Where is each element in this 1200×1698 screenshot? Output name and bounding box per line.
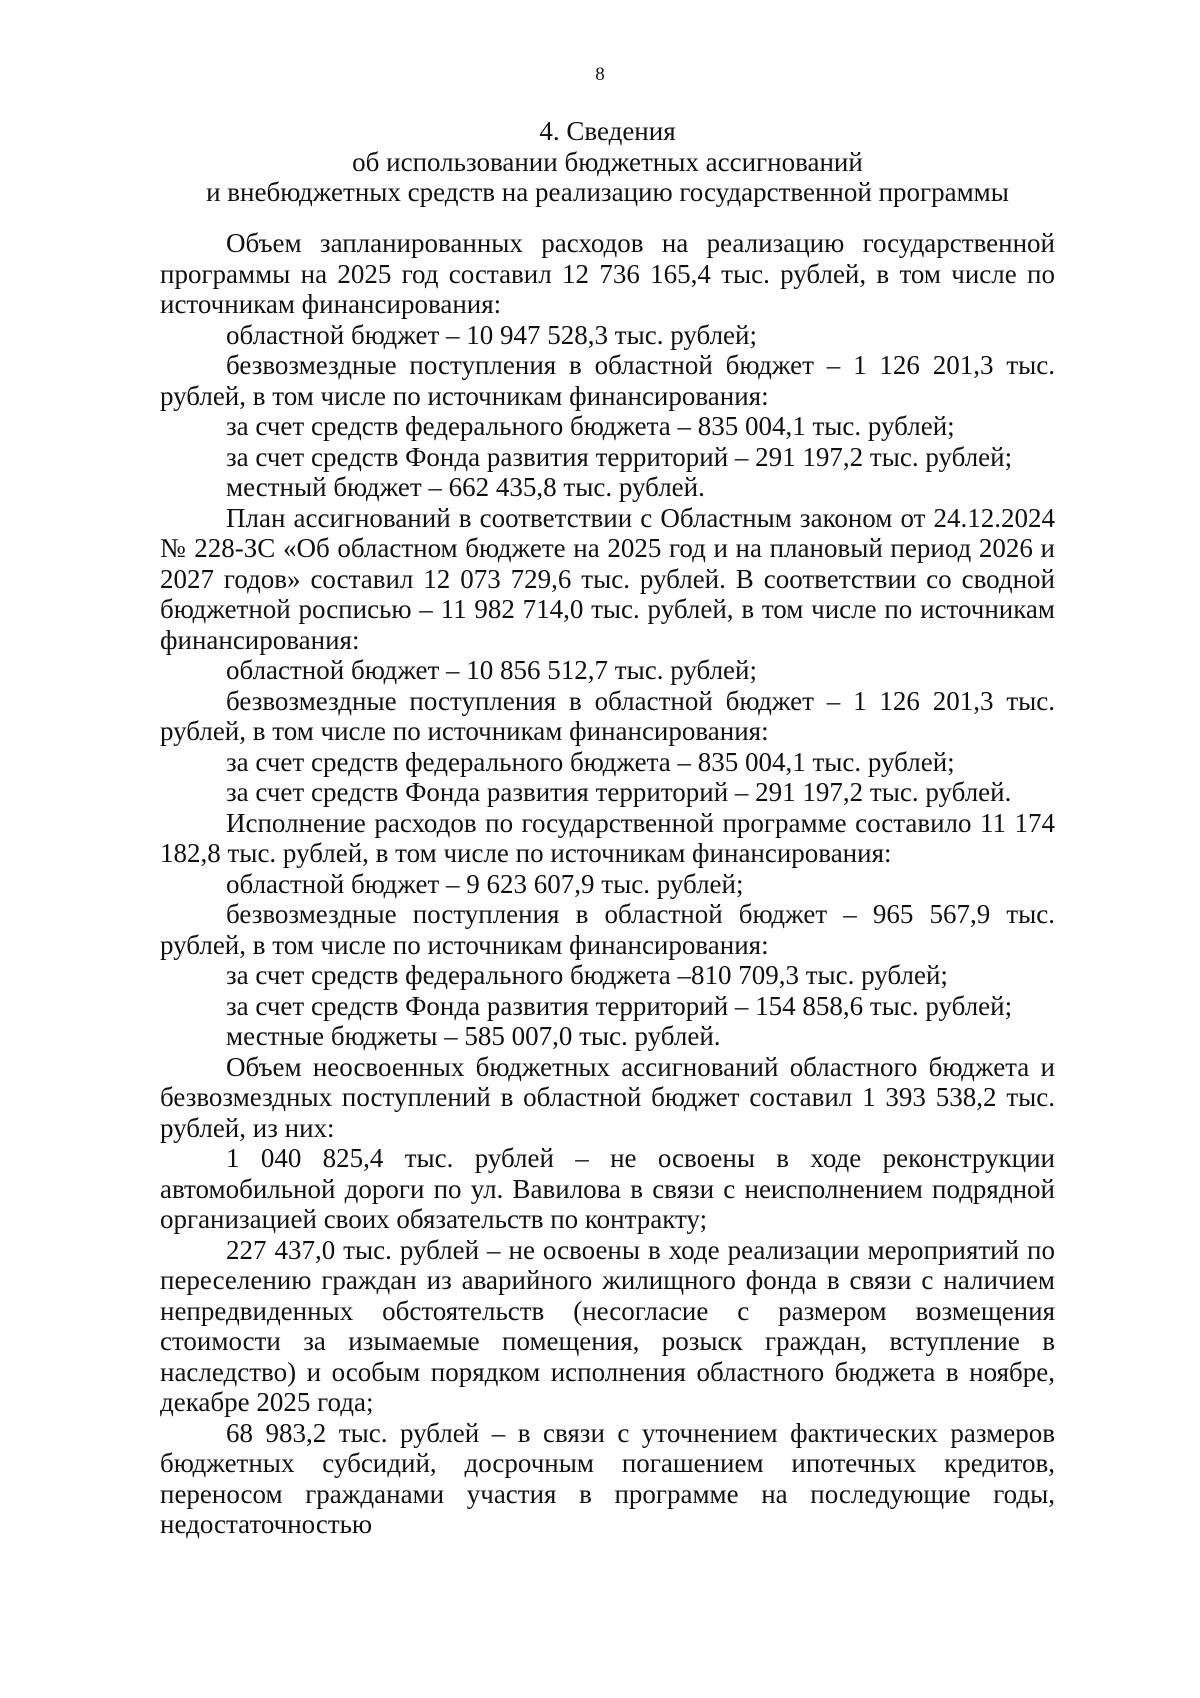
paragraph-unspent-subsidies: 68 983,2 тыс. рублей – в связи с уточнением фактических размеров бюджетных субсидий, досрочным погашением ипотечных кредитов, переносом гражданами участия в программе на последующие годы, недостаточностью xyxy=(160,1417,1055,1539)
paragraph-planned-regional-budget: областной бюджет – 10 947 528,3 тыс. рублей; xyxy=(226,319,757,350)
paragraph-planned-expenses: Объем запланированных расходов на реализацию государственной программы на 2025 год составил 12 736 165,4 тыс. рублей, в том числе по источникам финансирования: xyxy=(160,228,1055,319)
document-body xyxy=(160,228,1055,1540)
paragraph-execution-local-budgets: местные бюджеты – 585 007,0 тыс. рублей. xyxy=(226,1021,721,1051)
paragraph-execution: Исполнение расходов по государственной программе составило 11 174 182,8 тыс. рублей, в том числе по источникам финансирования: xyxy=(160,807,1055,868)
section-heading-line-1: 4. Сведения xyxy=(539,116,676,146)
paragraph-execution-gratuitous-receipts: безвозмездные поступления в областной бюджет – 965 567,9 тыс. рублей, в том числе по источникам финансирования: xyxy=(160,899,1055,960)
page-number: 8 xyxy=(595,64,605,85)
paragraph-unspent-road: 1 040 825,4 тыс. рублей – не освоены в ходе реконструкции автомобильной дороги по ул. Вавилова в связи с неисполнением подрядной организацией своих обязательств по контракту; xyxy=(160,1143,1055,1234)
paragraph-planned-territory-fund: за счет средств Фонда развития территорий – 291 197,2 тыс. рублей; xyxy=(226,441,1013,472)
paragraph-planned-local-budget: местный бюджет – 662 435,8 тыс. рублей. xyxy=(226,472,705,502)
paragraph-execution-federal-budget: за счет средств федерального бюджета –810 709,3 тыс. рублей; xyxy=(226,960,948,990)
paragraph-unspent-resettlement: 227 437,0 тыс. рублей – не освоены в ходе реализации мероприятий по переселению граждан из аварийного жилищного фонда в связи с наличием непредвиденных обстоятельств (несогласие с размером возмещения стоимости за изымаемые помещения, розыск граждан, вступление в наследство) и особым порядком исполнения областного бюджета в ноябре, декабре 2025 года; xyxy=(160,1234,1055,1417)
paragraph-execution-regional-budget: областной бюджет – 9 623 607,9 тыс. рублей; xyxy=(226,868,744,899)
paragraph-plan-territory-fund: за счет средств Фонда развития территорий – 291 197,2 тыс. рублей. xyxy=(226,777,1012,807)
paragraph-planned-gratuitous-receipts: безвозмездные поступления в областной бюджет – 1 126 201,3 тыс. рублей, в том числе по источникам финансирования: xyxy=(160,350,1055,411)
section-heading-line-3: и внебюджетных средств на реализацию государственной программы xyxy=(206,177,1009,207)
paragraph-planned-federal-budget: за счет средств федерального бюджета – 835 004,1 тыс. рублей; xyxy=(226,411,955,441)
paragraph-plan-federal-budget: за счет средств федерального бюджета – 835 004,1 тыс. рублей; xyxy=(226,746,955,777)
section-heading-line-2: об использовании бюджетных ассигнований xyxy=(352,146,863,177)
paragraph-plan-regional-budget: областной бюджет – 10 856 512,7 тыс. рублей; xyxy=(226,655,757,685)
paragraph-unspent-total: Объем неосвоенных бюджетных ассигнований областного бюджета и безвозмездных поступлений в областной бюджет составил 1 393 538,2 тыс. рублей, из них: xyxy=(160,1051,1055,1143)
paragraph-execution-territory-fund: за счет средств Фонда развития территорий – 154 858,6 тыс. рублей; xyxy=(226,990,1013,1021)
section-heading xyxy=(160,116,1055,208)
paragraph-plan-gratuitous-receipts: безвозмездные поступления в областной бюджет – 1 126 201,3 тыс. рублей, в том числе по источникам финансирования: xyxy=(160,685,1055,746)
paragraph-allocation-plan: План ассигнований в соответствии с Областным законом от 24.12.2024 № 228-ЗС «Об областном бюджете на 2025 год и на плановый период 2026 и 2027 годов» составил 12 073 729,6 тыс. рублей. В соответствии со сводной бюджетной росписью – 11 982 714,0 тыс. рублей, в том числе по источникам финансирования: xyxy=(160,502,1055,655)
